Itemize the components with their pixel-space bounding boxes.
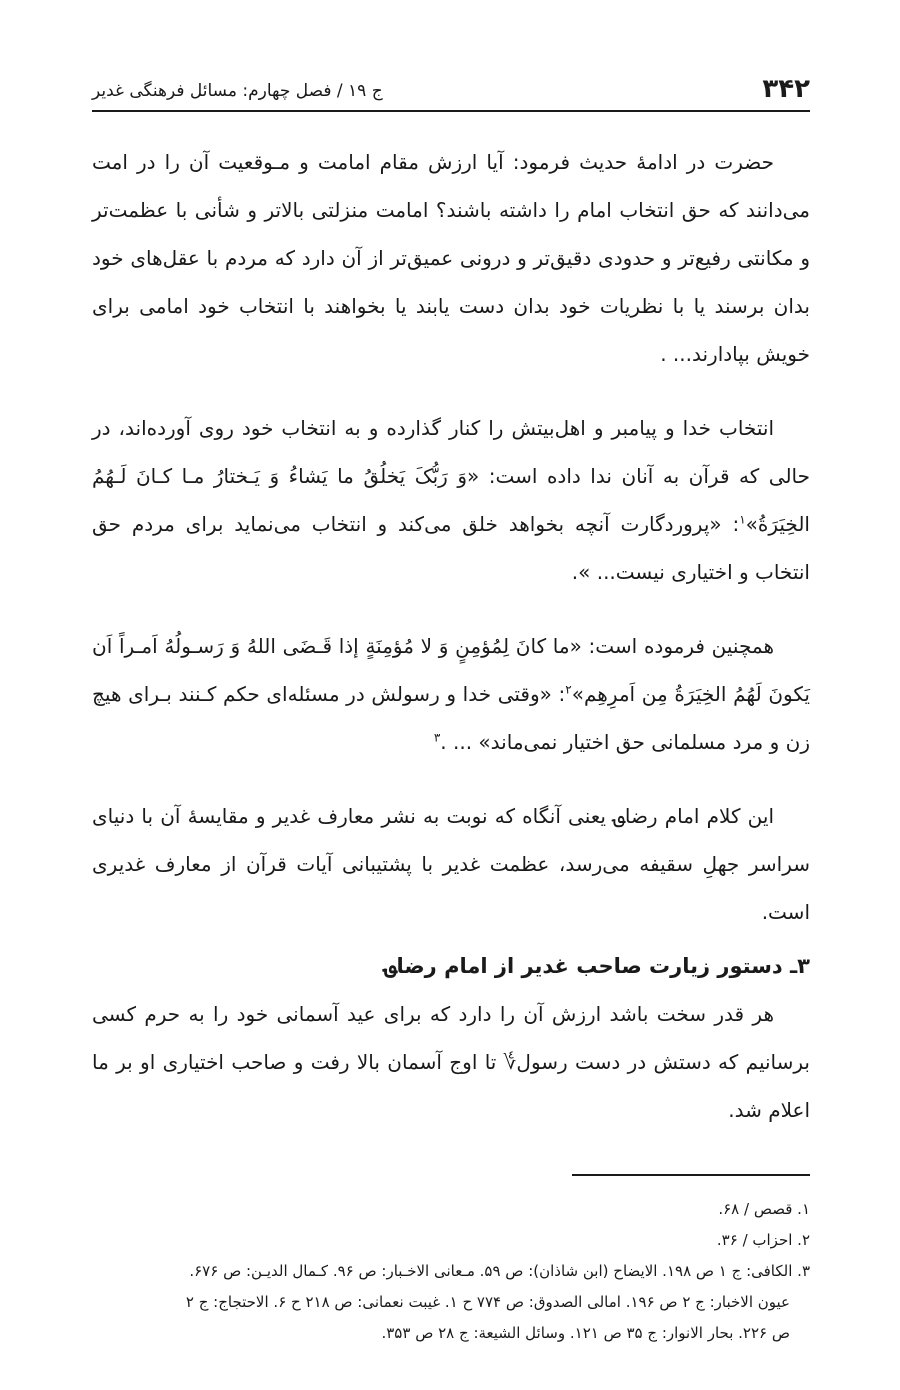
footnote-ref-1: ۱ xyxy=(739,512,746,527)
paragraph-3-text-b: : «وقتی خدا و رسولش در مسئله‌ای حکم کـنند بـرای هیچ زن و مرد مسلمانی حق اختیار نمی‌ماند» ... . xyxy=(92,682,810,754)
footnote-1: ۱. قصص / ۶۸. xyxy=(718,1200,810,1218)
section-heading: ۳ـ دستور زیارت صاحب غدیر از امام رضا؈ xyxy=(384,954,810,978)
paragraph-5-text: هر قدر سخت باشد ارزش آن را دارد که برای عید آسمانی خود را به حرم کسی برسانیم که دستش در دست رسول؇ تا اوج آسمان بالا رفت و صاحب اختیاری او بر ما اعلام شد. xyxy=(92,1002,810,1122)
page-body xyxy=(92,138,810,1349)
paragraph-2-text-b: : «پروردگارت آنچه بخواهد خلق می‌کند و انتخاب می‌نماید برای مردم حق انتخاب و اختیاری نیست... ». xyxy=(92,512,810,584)
paragraph-3 xyxy=(92,622,810,766)
paragraph-2 xyxy=(92,404,810,596)
footnote-3: ۳. الکافی: ج ۱ ص ۱۹۸. الایضاح (ابن شاذان): ص ۵۹. مـعانی الاخـبار: ص ۹۶. کـمال الدیـن: ص ۶۷۶. xyxy=(189,1262,810,1280)
paragraph-1 xyxy=(92,138,810,378)
page-header xyxy=(92,60,810,112)
footnote-ref-3: ۳ xyxy=(433,730,441,745)
footnote-ref-2: ۲ xyxy=(565,682,572,697)
footnote-2: ۲. احزاب / ۳۶. xyxy=(716,1231,810,1249)
paragraph-1-text: حضرت در ادامهٔ حدیث فرمود: آیا ارزش مقام امامت و مـوقعیت آن را در امت می‌دانند که حق انتخاب امام را داشته باشند؟ امامت منزلتی بالاتر و شأنی با عظمت‌تر و مکانتی رفیع‌تر و حدودی دقیق‌تر و درونی عمیق‌تر از آن دارد که مردم با عقل‌های خود بدان برسند یا با نظریات خود بدان دست یابند یا بخواهند با انتخاب خود امامی برای خویش بپادارند... . xyxy=(92,150,810,366)
footnote-3-line-2: عیون الاخبار: ج ۲ ص ۱۹۶. امالی الصدوق: ص ۷۷۴ ح ۱. غیبت نعمانی: ص ۲۱۸ ح ۶. الاحتجاج: ج ۲ xyxy=(185,1293,790,1311)
footnotes xyxy=(92,1194,810,1349)
paragraph-4-text: این کلام امام رضا؈ یعنی آنگاه که نوبت به نشر معارف غدیر و مقایسهٔ آن با دنیای سراسر جهلِ سقیفه می‌رسد، عظمت غدیر با پشتیبانی آیات قرآن از معارف غدیری است. xyxy=(92,804,810,924)
footnote-divider xyxy=(572,1174,810,1176)
running-title: ج ۱۹ / فصل چهارم: مسائل فرهنگی غدیر xyxy=(92,81,383,101)
paragraph-5 xyxy=(92,990,810,1134)
paragraph-3-text-a: همچنین فرموده است: «ما کانَ لِمُؤمِنٍ وَ لا مُؤمِنَةٍ إذا قَـضَی اللهُ وَ رَسـولُهُ اَمـراً اَن یَکونَ لَهُمُ الخِیَرَةُ مِن اَمرِهِم» xyxy=(92,634,810,706)
footnote-3-line-3: ص ۲۲۶. بحار الانوار: ج ۳۵ ص ۱۲۱. وسائل الشیعة: ج ۲۸ ص ۳۵۳. xyxy=(381,1324,790,1342)
paragraph-4 xyxy=(92,792,810,936)
book-page xyxy=(92,60,810,1349)
paragraph-2-text-a: انتخاب خدا و پیامبر و اهل‌بیتش را کنار گذارده و به انتخاب خود روی آورده‌اند، در حالی که قرآن به آنان ندا داده است: «وَ رَبُّکَ یَخلُقُ ما یَشاءُ وَ یَـختارُ مـا کـانَ لَـهُمُ الخِیَرَةُ» xyxy=(92,416,810,536)
page-number: ۳۴۲ xyxy=(762,74,810,104)
